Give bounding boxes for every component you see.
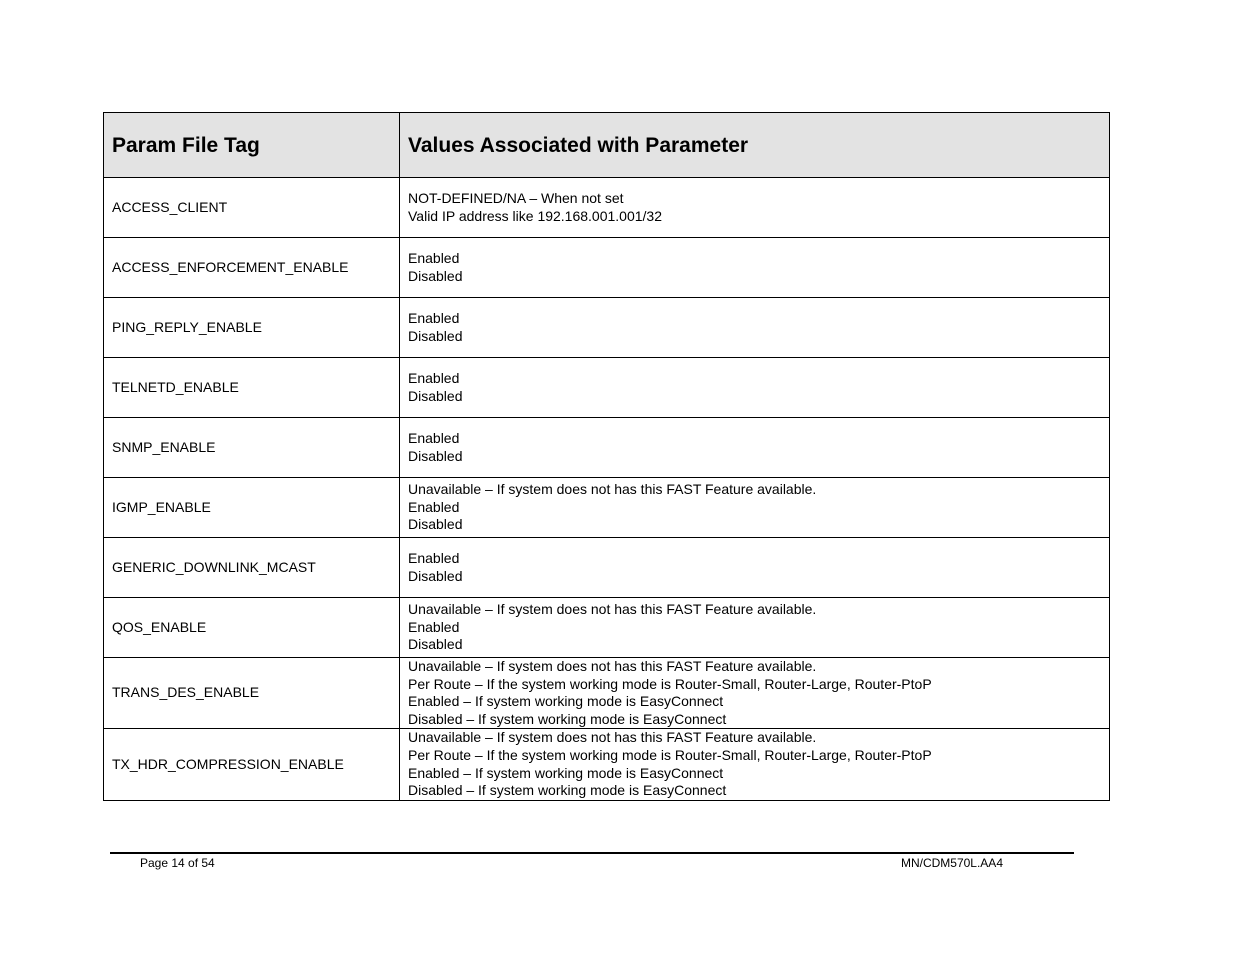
param-value-line: Disabled [408,447,463,464]
footer-divider [110,852,1074,854]
header-values: Values Associated with Parameter [400,113,1110,178]
param-value-line: Unavailable – If system does not has this FAST Feature available. [408,601,817,618]
param-tag-cell: ACCESS_CLIENT [104,178,400,238]
param-value-line: Disabled – If system working mode is EasyConnect [408,710,727,727]
param-value-line: Disabled [408,567,463,584]
param-values-cell [400,538,1110,598]
param-value-line: Disabled – If system working mode is EasyConnect [408,782,727,799]
table-row [104,238,1110,298]
param-value-line: Enabled [408,249,460,266]
param-values-cell [400,658,1110,729]
param-values-cell [400,298,1110,358]
page-number: Page 14 of 54 [140,856,215,870]
param-value-line: Per Route – If the system working mode is Router-Small, Router-Large, Router-PtoP [408,675,932,692]
param-tag-cell: TELNETD_ENABLE [104,358,400,418]
table-row [104,538,1110,598]
param-tag-cell: QOS_ENABLE [104,598,400,658]
table-row [104,418,1110,478]
param-value-line: Enabled [408,498,460,515]
table-row [104,729,1110,800]
param-value-line: Enabled [408,369,460,386]
param-values-cell [400,418,1110,478]
param-values-cell [400,238,1110,298]
param-values-cell [400,178,1110,238]
param-value-line: Enabled [408,309,460,326]
param-value-line: Disabled [408,636,463,653]
param-tag-cell: IGMP_ENABLE [104,478,400,538]
param-value-line: Disabled [408,387,463,404]
param-values-cell [400,729,1110,800]
param-value-line: Enabled [408,429,460,446]
param-value-line: Unavailable – If system does not has this FAST Feature available. [408,658,817,674]
param-value-line: Unavailable – If system does not has this FAST Feature available. [408,481,817,498]
param-value-line: Enabled [408,618,460,635]
table-row [104,598,1110,658]
param-value-line: NOT-DEFINED/NA – When not set [408,189,624,206]
param-tag-cell: GENERIC_DOWNLINK_MCAST [104,538,400,598]
param-values-cell [400,598,1110,658]
param-values-cell [400,478,1110,538]
param-tag-cell: SNMP_ENABLE [104,418,400,478]
param-value-line: Enabled [408,549,460,566]
param-value-line: Enabled – If system working mode is EasyConnect [408,693,724,710]
param-table [103,112,1110,801]
param-value-line: Disabled [408,267,463,284]
table-row [104,298,1110,358]
param-value-line: Enabled – If system working mode is EasyConnect [408,764,724,781]
param-tag-cell: PING_REPLY_ENABLE [104,298,400,358]
param-tag-cell: TX_HDR_COMPRESSION_ENABLE [104,729,400,800]
header-param-file-tag: Param File Tag [104,113,400,178]
table-row [104,658,1110,729]
table-row [104,478,1110,538]
table-row [104,178,1110,238]
param-tag-cell: TRANS_DES_ENABLE [104,658,400,729]
table-body [104,178,1110,801]
table-header-row [104,113,1110,178]
table-row [104,358,1110,418]
param-value-line: Unavailable – If system does not has this FAST Feature available. [408,729,817,746]
param-value-line: Per Route – If the system working mode is Router-Small, Router-Large, Router-PtoP [408,746,932,763]
param-value-line: Disabled [408,327,463,344]
document-id: MN/CDM570L.AA4 [900,856,1003,870]
param-tag-cell: ACCESS_ENFORCEMENT_ENABLE [104,238,400,298]
param-value-line: Disabled [408,516,463,533]
param-value-line: Valid IP address like 192.168.001.001/32 [408,207,663,224]
param-values-cell [400,358,1110,418]
